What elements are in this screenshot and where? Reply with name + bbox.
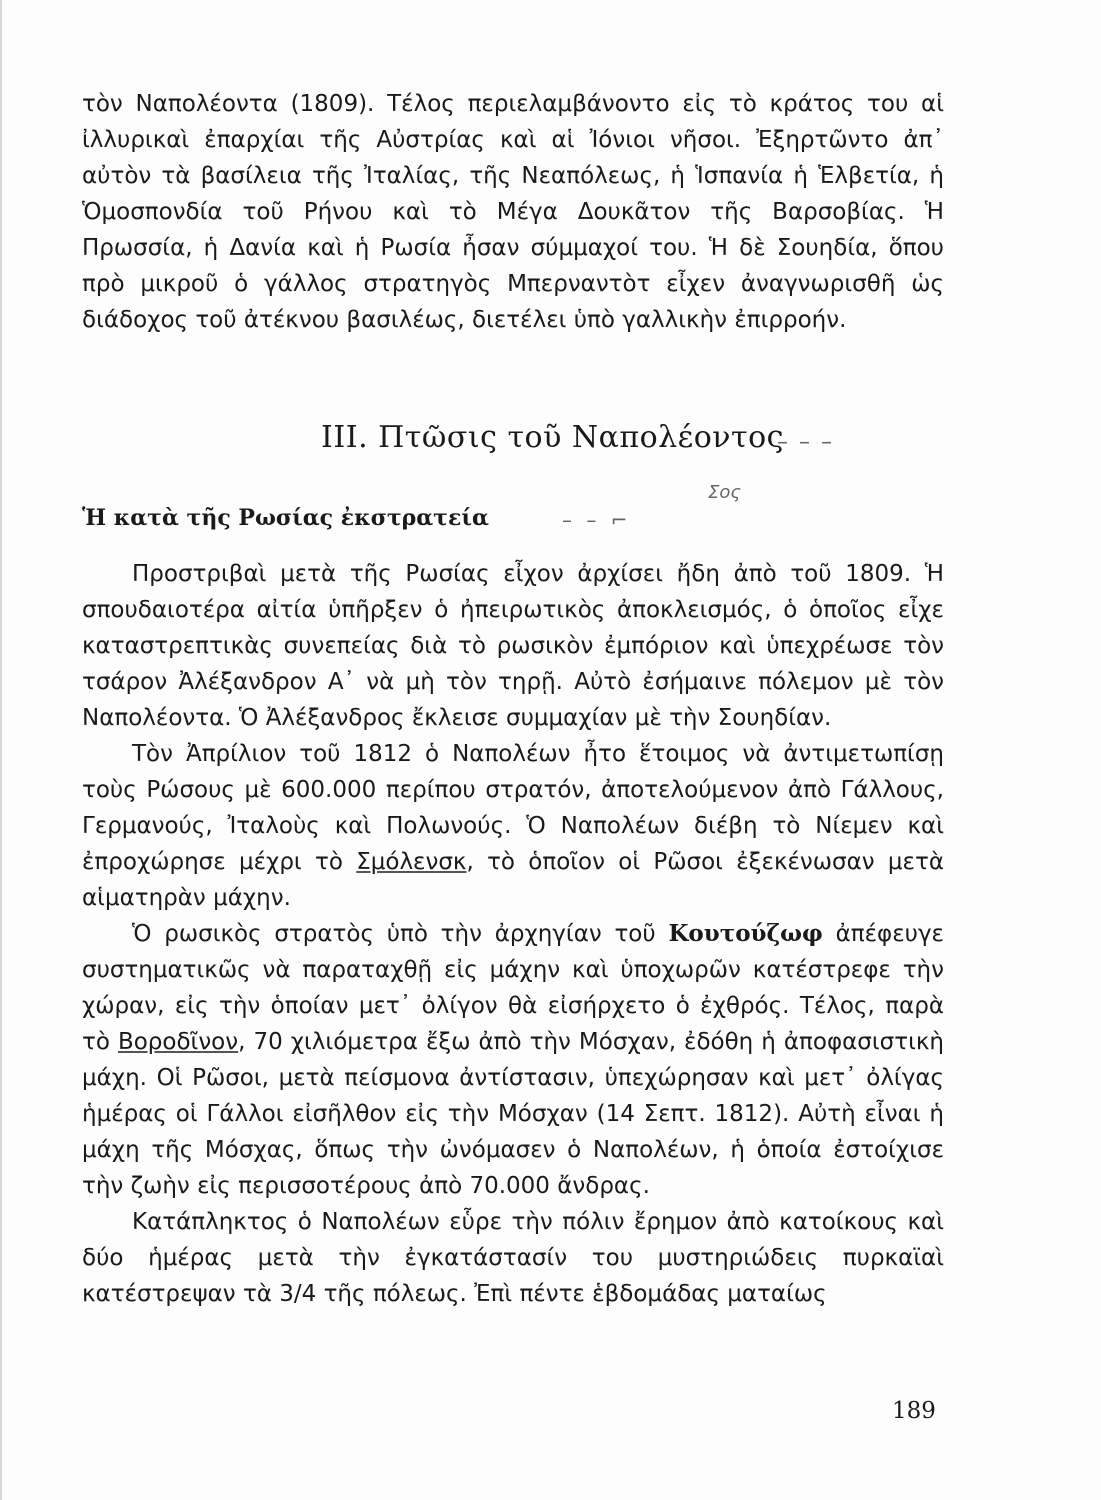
place-borodino: Βοροδῖνον [117, 1029, 239, 1055]
paragraph-1: Προστριβαὶ μετὰ τῆς Ρωσίας εἶχον ἀρχίσει ἤδη ἀπὸ τοῦ 1809. Ἡ σπουδαιοτέρα αἰτία ὑπῆρξεν ὁ ἠπειρωτικὸς ἀποκλεισμός, ὁ ὁποῖος εἶχε καταστρεπτικὰς συνεπείας διὰ τὸ ρωσικὸν ἐμπόριον καὶ ὑπεχρέωσε τὸν τσάρον Ἀλέξανδρον Α᾽ νὰ μὴ τὸν τηρῇ. Αὐτὸ ἐσήμαινε πόλεμον μὲ τὸν Ναπολέοντα. Ὁ Ἀλέξανδρος ἔκλεισε συμμαχίαν μὲ τὴν Σουηδίαν. [82, 561, 944, 731]
paragraph-2-text-a: Τὸν Ἀπρίλιον τοῦ 1812 ὁ Ναπολέων ἦτο ἕτοιμος νὰ ἀντιμετωπίσῃ τοὺς Ρώσους μὲ 600.000 περίπου στρατόν, ἀποτελούμενον ἀπὸ Γάλλους, Γερμανούς, Ἰταλοὺς καὶ Πολωνούς. Ὁ Ναπολέων διέβη τὸ Νίεμεν καὶ ἐπροχώρησε μέχρι τὸ [82, 741, 944, 875]
paragraph-3-text-a: Ὁ ρωσικὸς στρατὸς ὑπὸ τὴν ἀρχηγίαν τοῦ [132, 921, 669, 947]
body-text-block [82, 556, 944, 1312]
paragraph-3 [82, 916, 944, 1204]
place-smolensk: Σμόλενσκ [356, 849, 467, 875]
name-kutuzov: Κουτούζωφ [668, 920, 823, 947]
pencil-dash-mark-2: – – ⌐ [562, 508, 632, 532]
paragraph-4: Κατάπληκτος ὁ Ναπολέων εὗρε τὴν πόλιν ἔρημον ἀπὸ κατοίκους καὶ δύο ἡμέρας μετὰ τὴν ἐγκατάστασίν του μυστηριώδεις πυρκαϊαὶ κατέστρεψαν τὰ 3/4 τῆς πόλεως. Ἐπὶ πέντε ἑβδομάδας ματαίως [82, 1209, 944, 1307]
paragraph-2-text-b: , τὸ ὁποῖον οἱ Ρῶσοι ἐξεκένωσαν μετὰ αἱματηρὰν μάχην. [82, 849, 944, 911]
intro-paragraph: τὸν Ναπολέοντα (1809). Τέλος περιελαμβάνοντο εἰς τὸ κράτος του αἱ ἰλλυρικαὶ ἐπαρχίαι τῆς Αὐστρίας καὶ αἱ Ἰόνιοι νῆσοι. Ἐξηρτῶντο ἀπ᾽ αὐτὸν τὰ βασίλεια τῆς Ἰταλίας, τῆς Νεαπόλεως, ἡ Ἱσπανία ἡ Ἑλβετία, ἡ Ὁμοσπονδία τοῦ Ρήνου καὶ τὸ Μέγα Δουκᾶτον τῆς Βαρσοβίας. Ἡ Πρωσσία, ἡ Δανία καὶ ἡ Ρωσία ἦσαν σύμμαχοί του. Ἡ δὲ Σουηδία, ὅπου πρὸ μικροῦ ὁ γάλλος στρατηγὸς Μπερναντὸτ εἶχεν ἀναγνωρισθῆ ὡς διάδοχος τοῦ ἀτέκνου βασιλέως, διετέλει ὑπὸ γαλλικὴν ἐπιρροήν. [82, 91, 944, 333]
section-heading: Ἡ κατὰ τῆς Ρωσίας ἐκστρατεία [82, 505, 489, 531]
paragraph-3-text-b: ἀπέφευγε συστηματικῶς νὰ παραταχθῇ εἰς μάχην καὶ ὑποχωρῶν κατέστρεφε τὴν χώραν, εἰς τὴν ὁποίαν μετ᾽ ὀλίγον θὰ εἰσήρχετο ὁ ἐχθρός. Τέλος, παρὰ τὸ [82, 921, 944, 1055]
chapter-title: ΙΙΙ. Πτῶσις τοῦ Ναπολέοντος [321, 420, 784, 455]
intro-paragraph-block [82, 86, 944, 338]
pencil-dash-mark: – – – [777, 430, 834, 455]
paragraph-2 [82, 736, 944, 916]
page-number: 189 [892, 1398, 936, 1424]
paragraph-3-text-c: , 70 χιλιόμετρα ἔξω ἀπὸ τὴν Μόσχαν, ἐδόθη ἡ ἀποφασιστικὴ μάχη. Οἱ Ρῶσοι, μετὰ πείσμονα ἀντίστασιν, ὑπεχώρησαν καὶ μετ᾽ ὀλίγας ἡμέρας οἱ Γάλλοι εἰσῆλθον εἰς τὴν Μόσχαν (14 Σεπτ. 1812). Αὐτὴ εἶναι ἡ μάχη τῆς Μόσχας, ὅπως τὴν ὠνόμασεν ὁ Ναπολέων, ἡ ὁποία ἐστοίχισε τὴν ζωὴν εἰς περισσοτέρους ἀπὸ 70.000 ἄνδρας. [82, 1029, 945, 1199]
handwritten-note: Σος [708, 482, 741, 503]
